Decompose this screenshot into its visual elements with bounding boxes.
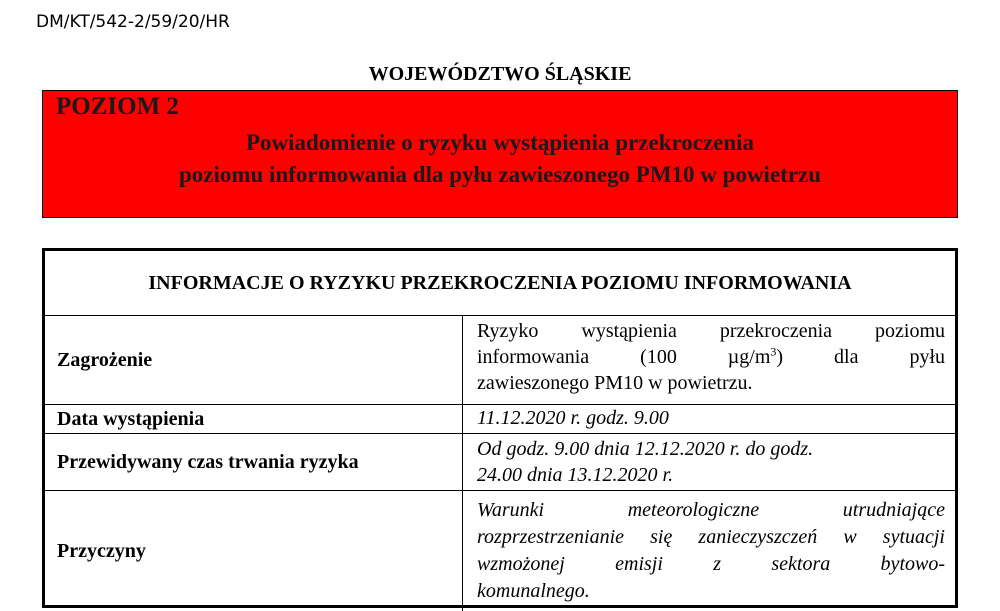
alert-description — [43, 127, 957, 191]
alert-level-title: POZIOM 2 — [56, 93, 179, 120]
info-table — [42, 248, 958, 608]
row-value-line: 24.00 dnia 13.12.2020 r. — [477, 464, 674, 486]
info-table-heading: INFORMACJE O RYZYKU PRZEKROCZENIA POZIOMU INFORMOWANIA — [45, 251, 955, 316]
row-value-line: Ryzyko wystąpienia przekroczenia poziomu — [477, 320, 945, 342]
alert-description-line: poziomu informowania dla pyłu zawieszonego PM10 w powietrzu — [178, 162, 822, 187]
table-row-duration — [45, 434, 955, 491]
row-value-text: informowania (100 µg/m — [477, 346, 771, 368]
table-row-date — [45, 405, 955, 434]
row-value-line: zawieszonego PM10 w powietrzu. — [477, 372, 753, 394]
row-label: Przyczyny — [45, 491, 463, 611]
row-value-line: rozprzestrzenianie się zanieczyszczeń w sytuacji — [477, 526, 945, 548]
row-value-line: wzmożonej emisji z sektora bytowo- — [477, 553, 945, 575]
row-label: Data wystąpienia — [45, 405, 463, 433]
region-heading: WOJEWÓDZTWO ŚLĄSKIE — [368, 63, 632, 85]
row-value: 11.12.2020 r. godz. 9.00 — [477, 407, 669, 429]
alert-level-box — [42, 90, 958, 218]
row-value — [463, 491, 955, 611]
row-value — [463, 316, 955, 404]
unit-exponent: 3 — [770, 344, 777, 359]
alert-description-line: Powiadomienie o ryzyku wystąpienia przekroczenia — [245, 130, 755, 155]
row-value-line: Od godz. 9.00 dnia 12.12.2020 r. do godz. — [477, 438, 814, 460]
table-row-threat — [45, 316, 955, 405]
row-value-line: Warunki meteorologiczne utrudniające — [477, 499, 945, 521]
row-value-text: ) dla pyłu — [776, 346, 946, 368]
table-row-causes — [45, 491, 955, 611]
row-value-line: komunalnego. — [477, 580, 590, 602]
document-reference: DM/KT/542-2/59/20/HR — [36, 12, 230, 32]
row-value — [463, 434, 955, 490]
row-label: Przewidywany czas trwania ryzyka — [45, 434, 463, 490]
row-value-line — [477, 344, 945, 370]
row-label: Zagrożenie — [45, 316, 463, 404]
